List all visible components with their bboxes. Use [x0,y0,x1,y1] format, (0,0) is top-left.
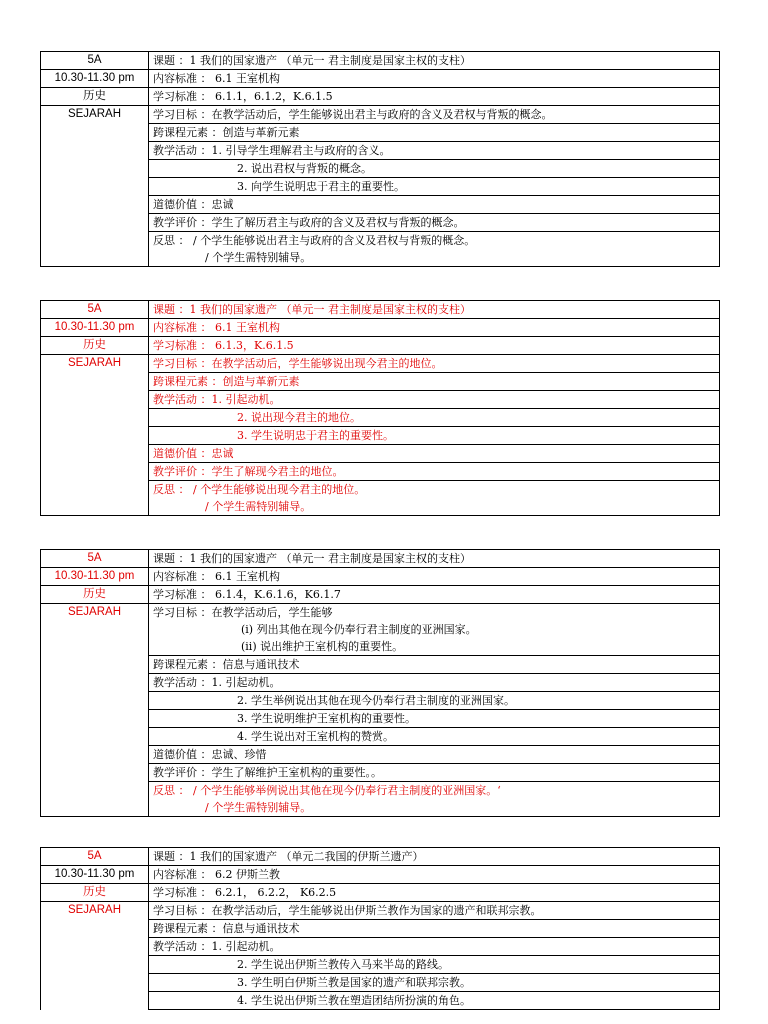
learning-standard-row: 学习标准 ： 6.2.1， 6.2.2， K6.2.5 [149,884,720,902]
topic-row: 课题 ：1 我们的国家遗产 （单元一 君主制度是国家主权的支柱） [149,52,720,70]
content-standard-row: 内容标准 ： 6.1 王室机构 [149,70,720,88]
class-cell: 5A [41,550,149,568]
empty-cell [41,920,149,938]
time-cell: 10.30-11.30 pm [41,319,149,337]
learning-objective-row: 学习目标 ：在教学活动后，学生能够说出现今君主的地位。 [149,355,720,373]
assessment-row: 教学评价 ：学生了解现今君主的地位。 [149,463,720,481]
empty-cell [41,463,149,481]
activity-step-row: 3. 学生说明维护王室机构的重要性。 [149,710,720,728]
learning-objective-row: 学习目标 ：在教学活动后，学生能够说出伊斯兰教作为国家的遗产和联邦宗教。 [149,902,720,920]
empty-cell [41,621,149,638]
activity-step-row: 3. 学生明白伊斯兰教是国家的遗产和联邦宗教。 [149,974,720,992]
reflection-row: 反思 ： / 个学生能够举例说出其他在现今仍奉行君主制度的亚洲国家。‘ [149,782,720,800]
topic-row: 课题 ：1 我们的国家遗产 （单元一 君主制度是国家主权的支柱） [149,301,720,319]
empty-cell [41,638,149,656]
class-cell: 5A [41,52,149,70]
assessment-row: 教学评价 ：学生了解历君主与政府的含义及君权与背叛的概念。 [149,214,720,232]
activity-step-row: 2. 说出君权与背叛的概念。 [149,160,720,178]
objective-item-row: (ii) 说出维护王室机构的重要性。 [149,638,720,656]
subject-zh-cell: 历史 [41,337,149,355]
empty-cell [41,498,149,516]
subject-zh-cell: 历史 [41,884,149,902]
reflection-cont-row: / 个学生需特别辅导。 [149,249,720,267]
activity-step-row: 2. 学生举例说出其他在现今仍奉行君主制度的亚洲国家。 [149,692,720,710]
lesson-block-3 [40,549,720,817]
empty-cell [41,214,149,232]
learning-objective-row: 学习目标 ：在教学活动后，学生能够 [149,604,720,622]
empty-cell [41,249,149,267]
empty-cell [41,373,149,391]
lesson-block-1 [40,51,720,267]
empty-cell [41,764,149,782]
moral-value-row: 道德价值 ：忠诚 [149,445,720,463]
empty-cell [41,160,149,178]
topic-row: 课题 ：1 我们的国家遗产 （单元二我国的伊斯兰遗产） [149,848,720,866]
time-cell: 10.30-11.30 pm [41,568,149,586]
reflection-row: 反思 ： / 个学生能够说出君主与政府的含义及君权与背叛的概念。 [149,232,720,250]
learning-standard-row: 学习标准 ： 6.1.1，6.1.2，K.6.1.5 [149,88,720,106]
assessment-row: 教学评价 ：学生了解维护王室机构的重要性。。 [149,764,720,782]
activity-step-row: 2. 说出现今君主的地位。 [149,409,720,427]
lesson-block-2 [40,300,720,516]
cross-curricular-row: 跨课程元素 ：创造与革新元素 [149,124,720,142]
topic-row: 课题 ：1 我们的国家遗产 （单元一 君主制度是国家主权的支柱） [149,550,720,568]
activity-step-row: 2. 学生说出伊斯兰教传入马来半岛的路线。 [149,956,720,974]
activity-row: 教学活动 ：1. 引起动机。 [149,391,720,409]
empty-cell [41,746,149,764]
empty-cell [41,409,149,427]
activity-step-row: 3. 向学生说明忠于君主的重要性。 [149,178,720,196]
class-cell: 5A [41,301,149,319]
cross-curricular-row: 跨课程元素 ：创造与革新元素 [149,373,720,391]
activity-row: 教学活动 ：1. 引导学生理解君主与政府的含义。 [149,142,720,160]
cross-curricular-row: 跨课程元素 ：信息与通讯技术 [149,656,720,674]
learning-standard-row: 学习标准 ： 6.1.4，K.6.1.6，K6.1.7 [149,586,720,604]
activity-step-row: 4. 学生说出对王室机构的赞赏。 [149,728,720,746]
subject-ms-cell: SEJARAH [41,902,149,920]
objective-item-row: (i) 列出其他在现今仍奉行君主制度的亚洲国家。 [149,621,720,638]
activity-row: 教学活动 ：1. 引起动机。 [149,938,720,956]
subject-ms-cell: SEJARAH [41,604,149,622]
class-cell: 5A [41,848,149,866]
empty-cell [41,124,149,142]
moral-value-row: 道德价值 ：忠诚 [149,196,720,214]
empty-cell [41,196,149,214]
content-standard-row: 内容标准 ： 6.2 伊斯兰教 [149,866,720,884]
learning-objective-row: 学习目标 ：在教学活动后，学生能够说出君主与政府的含义及君权与背叛的概念。 [149,106,720,124]
activity-row: 教学活动 ：1. 引起动机。 [149,674,720,692]
cross-curricular-row: 跨课程元素 ：信息与通讯技术 [149,920,720,938]
empty-cell [41,692,149,710]
content-standard-row: 内容标准 ： 6.1 王室机构 [149,319,720,337]
reflection-cont-row: / 个学生需特别辅导。 [149,498,720,516]
subject-ms-cell: SEJARAH [41,355,149,373]
empty-cell [41,799,149,817]
activity-step-row: 4. 学生说出伊斯兰教在塑造团结所扮演的角色。 [149,992,720,1010]
empty-cell [41,178,149,196]
content-standard-row: 内容标准 ： 6.1 王室机构 [149,568,720,586]
subject-zh-cell: 历史 [41,586,149,604]
empty-cell [41,674,149,692]
empty-cell [41,142,149,160]
reflection-row: 反思 ： / 个学生能够说出现今君主的地位。 [149,481,720,499]
empty-cell [41,445,149,463]
empty-cell [41,481,149,499]
empty-cell [41,232,149,250]
empty-cell [41,956,149,974]
empty-cell [41,728,149,746]
time-cell: 10.30-11.30 pm [41,866,149,884]
learning-standard-row: 学习标准 ： 6.1.3，K.6.1.5 [149,337,720,355]
empty-cell [41,710,149,728]
reflection-cont-row: / 个学生需特别辅导。 [149,799,720,817]
subject-zh-cell: 历史 [41,88,149,106]
subject-ms-cell: SEJARAH [41,106,149,124]
empty-cell [41,656,149,674]
empty-cell [41,938,149,956]
empty-cell [41,974,149,992]
empty-cell [41,782,149,800]
empty-cell [41,427,149,445]
empty-cell [41,992,149,1010]
moral-value-row: 道德价值 ：忠诚、珍惜 [149,746,720,764]
lesson-block-4 [40,847,720,1010]
time-cell: 10.30-11.30 pm [41,70,149,88]
activity-step-row: 3. 学生说明忠于君主的重要性。 [149,427,720,445]
empty-cell [41,391,149,409]
